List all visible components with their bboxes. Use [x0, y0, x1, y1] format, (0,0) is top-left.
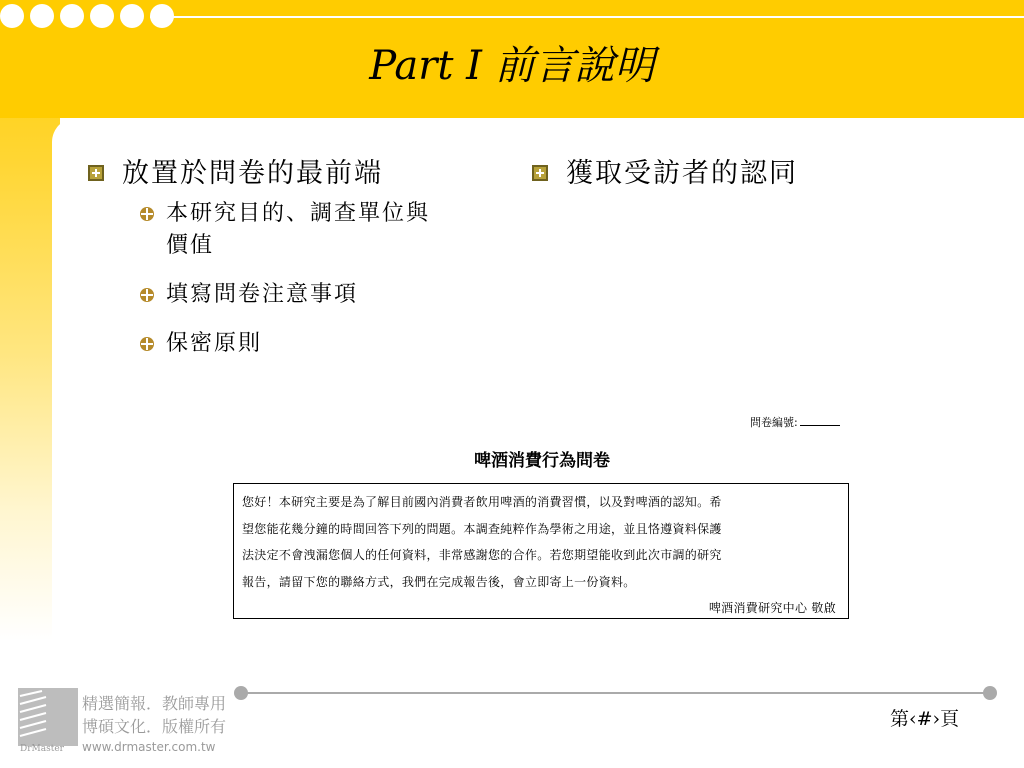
left-bullet-column: [88, 152, 498, 377]
dot-icon: [150, 4, 174, 28]
right-bullet-column: [532, 152, 992, 196]
dot-icon: [120, 4, 144, 28]
square-plus-bullet-icon: [532, 165, 548, 181]
sub-bullet-text: 填寫問卷注意事項: [166, 282, 359, 307]
intro-line: 您好！本研究主要是為了解目前國內消費者飲用啤酒的消費習慣，以及對啤酒的認知。希: [242, 495, 722, 509]
bullet-text: 獲取受訪者的認同: [566, 158, 798, 189]
circle-plus-bullet-icon: [140, 337, 154, 351]
intro-line: 望您能花幾分鐘的時間回答下列的問題。本調查純粹作為學術之用途，並且恪遵資料保護: [242, 521, 722, 536]
sub-bullet-text: 本研究目的、調查單位與 價值: [166, 201, 431, 258]
dot-icon: [90, 4, 114, 28]
bullet-item: [88, 152, 498, 196]
questionnaire-intro-box: [233, 483, 849, 619]
circle-plus-bullet-icon: [140, 207, 154, 221]
intro-line: 報告，請留下您的聯絡方式，我們在完成報告後，會立即寄上一份資料。: [242, 574, 636, 589]
dot-icon: [30, 4, 54, 28]
sub-bullet-item: [140, 198, 498, 262]
bullet-text: 放置於問卷的最前端: [122, 158, 383, 189]
circle-plus-bullet-icon: [140, 288, 154, 302]
decorative-dots: [0, 4, 174, 32]
questionnaire-number: 問卷編號:: [750, 414, 840, 430]
sub-bullet-item: [140, 279, 498, 311]
sub-bullet-list: [140, 198, 498, 360]
page-number: 第‹#›頁: [890, 708, 960, 730]
slide-title: Part I 前言說明: [369, 43, 655, 89]
intro-signature: 啤酒消費研究中心 敬啟: [708, 601, 836, 615]
footer-dot-icon: [983, 686, 997, 700]
intro-line: 法決定不會洩漏您個人的任何資料，非常感謝您的合作。若您期望能收到此次市調的研究: [242, 548, 722, 562]
number-blank: [800, 425, 840, 426]
logo-url: www.drmaster.com.tw: [82, 740, 216, 754]
drmaster-stripes-logo-icon: [18, 688, 78, 746]
questionnaire-title: 啤酒消費行為問卷: [474, 451, 610, 471]
dot-icon: [0, 4, 24, 28]
footer-dot-icon: [234, 686, 248, 700]
dot-icon: [60, 4, 84, 28]
logo-brand: DrMaster: [20, 744, 64, 754]
footer-line: [240, 692, 990, 694]
square-plus-bullet-icon: [88, 165, 104, 181]
top-divider-line: [150, 16, 1024, 18]
sub-bullet-text: 保密原則: [166, 331, 263, 356]
logo-text: 精選簡報．教師專用 博碩文化．版權所有: [82, 694, 227, 736]
sub-bullet-item: [140, 328, 498, 360]
bullet-item: [532, 152, 992, 196]
